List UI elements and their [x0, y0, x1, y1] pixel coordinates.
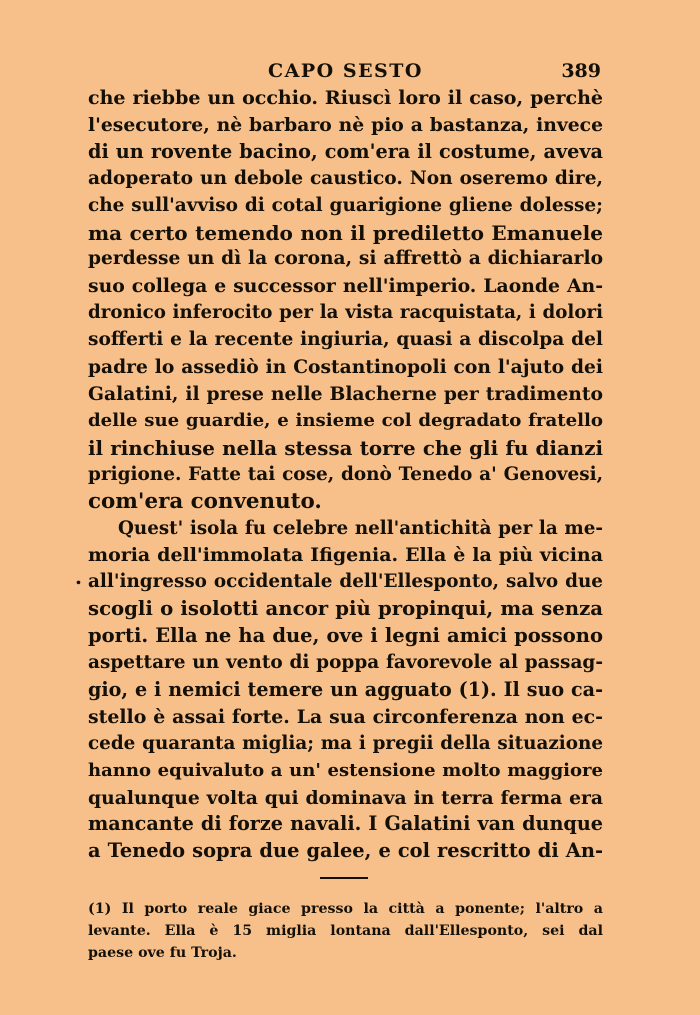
footnote-divider [320, 877, 368, 879]
paragraph-start-line: Quest' isola fu celebre nell'antichità per la me- [118, 517, 603, 539]
text-line: all'ingresso occidentale dell'Ellesponto, salvo due [88, 571, 603, 593]
text-line: porti. Ella ne ha due, ove i legni amici possono [88, 624, 603, 648]
page-header [88, 60, 603, 84]
text-line: hanno equivaluto a un' estensione molto maggiore [88, 759, 603, 781]
footnote-line: levante. Ella è 15 miglia lontana dall'Ellesponto, sei dal [88, 923, 603, 939]
page-number: 389 [561, 60, 601, 82]
text-line: com'era convenuto. [88, 488, 322, 514]
main-text [88, 85, 603, 865]
text-line: stello è assai forte. La sua circonferenza non ec- [88, 705, 603, 728]
text-line: il rinchiuse nella stessa torre che gli fu dianzi [88, 435, 603, 460]
text-line: perdesse un dì la corona, si affrettò a dichiararlo [88, 248, 603, 270]
text-line: cede quaranta miglia; ma i pregii della situazione [88, 732, 603, 754]
text-line: gio, e i nemici temere un agguato (1). Il suo ca- [88, 677, 603, 701]
text-line: suo collega e successor nell'imperio. Laonde An- [88, 275, 603, 298]
text-line: ma certo temendo non il prediletto Emanuele [88, 220, 603, 245]
text-line: aspettare un vento di poppa favorevole al passag- [88, 652, 603, 674]
text-line: che riebbe un occhio. Riuscì loro il caso, perchè [88, 87, 603, 109]
text-line: padre lo assediò in Costantinopoli con l'ajuto dei [88, 356, 603, 379]
text-line: qualunque volta qui dominava in terra ferma era [88, 786, 603, 809]
text-line: prigione. Fatte tai cose, donò Tenedo a' Genovesi, [88, 463, 603, 485]
text-line: di un rovente bacino, com'era il costume, aveva [88, 139, 603, 163]
text-line: Galatini, il prese nelle Blacherne per tradimento [88, 382, 603, 405]
text-line: dronico inferocito per la vista racquistata, i dolori [88, 302, 603, 324]
text-line: sofferti e la recente ingiuria, quasi a discolpa del [88, 329, 603, 351]
text-line: delle sue guardie, e insieme col degradato fratello [88, 409, 603, 431]
running-title: CAPO SESTO [268, 60, 423, 82]
text-line: che sull'avviso di cotal guarigione gliene dolesse; [88, 194, 603, 216]
footnote [88, 898, 603, 964]
text-line: scogli o isolotti ancor più propinqui, ma senza [88, 597, 603, 621]
text-line: a Tenedo sopra due galee, e col rescritto di An- [88, 839, 603, 863]
margin-mark: . [75, 565, 82, 589]
text-line: mancante di forze navali. I Galatini van dunque [88, 812, 603, 836]
footnote-line: paese ove fu Troja. [88, 945, 237, 961]
text-line: moria dell'immolata Ifigenia. Ella è la più vicina [88, 544, 603, 567]
text-line: adoperato un debole caustico. Non oseremo dire, [88, 167, 603, 189]
text-line: l'esecutore, nè barbaro nè pio a bastanza, invece [88, 113, 603, 136]
footnote-line: (1) Il porto reale giace presso la città a ponente; l'altro a [88, 901, 603, 917]
